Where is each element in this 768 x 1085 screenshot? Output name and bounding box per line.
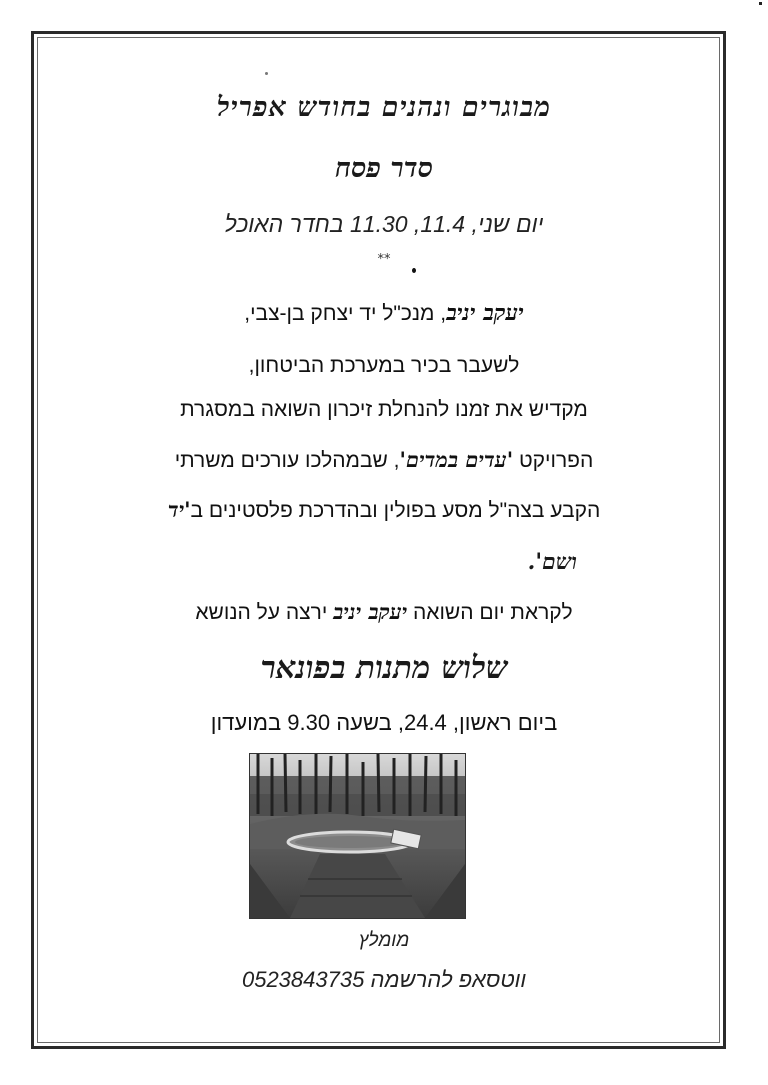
recommended-label: מומלץ: [358, 930, 410, 951]
event-seder-title: סדר פסח: [334, 153, 434, 184]
bio-line-2: לשעבר בכיר במערכת הביטחון,: [248, 354, 520, 377]
speaker-name: יעקב יניב: [446, 300, 524, 326]
bio-line-1: [0, 300, 768, 326]
lecture-intro-suffix: ירצה על הנושא: [195, 601, 334, 624]
speaker-role: , מנכ"ל יד יצחק בן-צבי,: [244, 302, 447, 325]
memorial-photo: [249, 753, 466, 919]
bio-line-6: ושם'.: [527, 549, 577, 575]
bio-line-4-prefix: הפרויקט: [513, 449, 594, 472]
lecture-intro: [0, 599, 768, 625]
lecture-when: ביום ראשון, 24.4, בשעה 9.30 במועדון: [210, 710, 558, 735]
flyer-title: מבוגרים ונהנים בחודש אפריל: [216, 92, 552, 123]
event-seder-when: יום שני, 11.4, 11.30 בחדר האוכל: [224, 211, 544, 237]
memorial-photo-drawing: [250, 754, 465, 918]
separator-stars: **: [377, 252, 391, 267]
project-name: 'עדים במדים': [399, 447, 514, 472]
bio-line-3: מקדיש את זמנו להנחלת זיכרון השואה במסגרת: [180, 398, 588, 421]
bio-line-5-prefix: הקבע בצה"ל מסע בפולין ובהדרכת פלסטינים ב: [190, 499, 601, 522]
corner-mark: [759, 2, 762, 5]
registration-info: ווטסאפ להרשמה 0523843735: [241, 967, 527, 992]
lecture-intro-prefix: לקראת יום השואה: [407, 601, 573, 624]
lecture-topic: שלוש מתנות בפונאר: [260, 650, 508, 686]
bio-line-4-suffix: , שבמהלכו עורכים משרתי: [174, 449, 400, 472]
bio-line-5: [0, 497, 768, 523]
yad-vashem-start: 'יד: [167, 497, 191, 522]
bio-line-4: [0, 447, 768, 473]
lecture-speaker-name: יעקב יניב: [333, 599, 408, 624]
separator-dot: [412, 268, 416, 273]
